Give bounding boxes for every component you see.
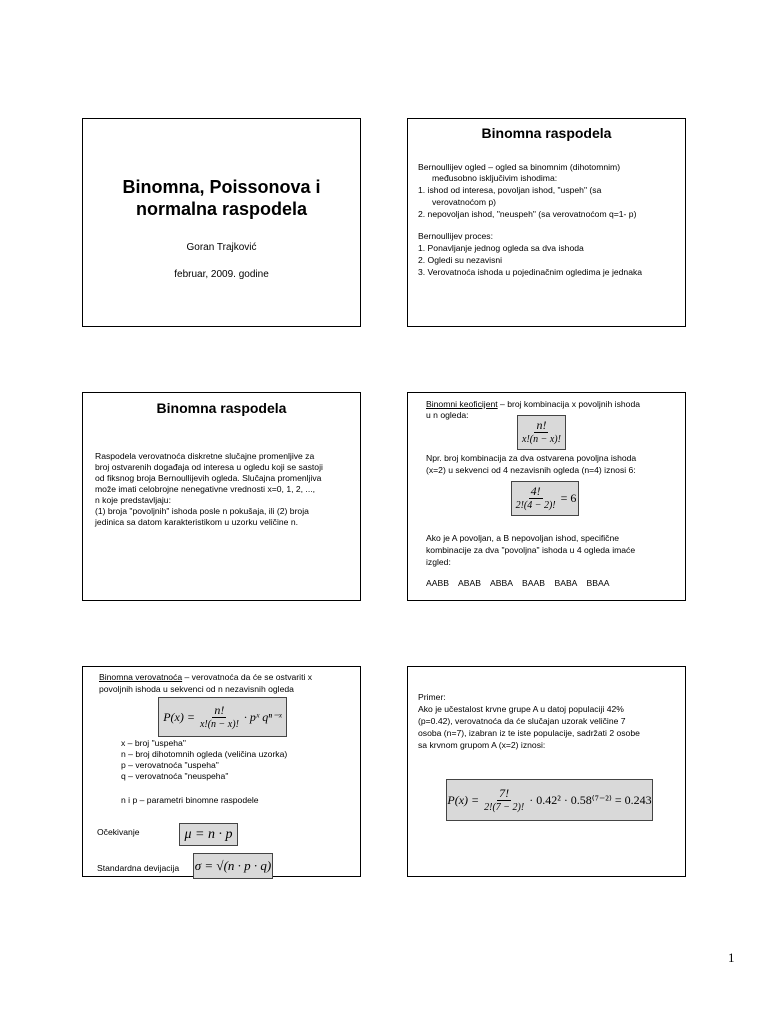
text-line: Raspodela verovatnoća diskretne slučajne promenljive za (95, 451, 315, 461)
list-item: 3. Verovatnoća ishoda u pojedinačnim ogledima je jednaka (418, 267, 643, 277)
text-line: od fiksnog broja Bernoullijevih ogleda. Slučajna promenljiva (95, 473, 322, 483)
text-line: osoba (n=7), izabran iz te iste populacije, sadržati 2 osobe (418, 728, 640, 738)
definition-item: p – verovatnoća "uspeha" (121, 760, 219, 770)
formula-rest: · 0.42² · 0.58⁽⁷⁻²⁾ = 0.243 (529, 792, 652, 807)
text-line: Npr. broj kombinacija za dva ostvarena povoljna ishoda (426, 453, 637, 463)
text-line (426, 399, 640, 411)
text-line: kombinacije za dva "povoljna" ishoda u 4 ogleda imaće (426, 545, 636, 555)
text-line: broj ostvarenih događaja od interesa u ogledu koji se sastoji (95, 462, 323, 472)
text-line: može imati celobrojne nenegativne vrednosti x=0, 1, 2, ..., (95, 484, 315, 494)
list-item: 2. Ogledi su nezavisni (418, 255, 503, 265)
text-line: n koje predstavljaju: (95, 495, 171, 505)
text-line: međusobno isključivim ishodima: (432, 173, 558, 183)
formula-numerator: 7! (499, 785, 510, 800)
text-line: povoljnih ishoda u sekvenci od n nezavisnih ogleda (99, 684, 294, 694)
formula-binomial-coefficient (517, 415, 566, 450)
formula-denominator: x!(n − x)! (522, 434, 561, 445)
text-line: Ako je učestalost krvne grupe A u datoj populaciji 42% (418, 704, 624, 714)
slide-5 (82, 666, 361, 877)
slide-4 (407, 392, 686, 601)
formula-result: = 6 (560, 491, 577, 505)
formula-denominator: 2!(4 − 2)! (515, 500, 556, 511)
expectation-label: Očekivanje (97, 827, 140, 837)
formula-expectation (179, 823, 238, 846)
text-line: (1) broja "povoljnih" ishoda posle n pokušaja, ili (2) broja (95, 506, 309, 516)
text-line: izgled: (426, 557, 451, 567)
formula-example-probability (446, 779, 653, 821)
slide-3 (82, 392, 361, 601)
text-line: u n ogleda: (426, 410, 469, 420)
term-definition: – verovatnoća da će se ostvariti x (182, 672, 313, 682)
term-definition: – broj kombinacija x povoljnih ishoda (497, 399, 641, 409)
slide-title: Binomna raspodela (481, 125, 612, 141)
definition-item: q – verovatnoća "neuspeha" (121, 771, 229, 781)
formula-standard-deviation (193, 853, 273, 879)
text-line (99, 672, 312, 684)
list-item: 1. Ponavljanje jednog ogleda sa dva ishoda (418, 243, 584, 253)
formula-rest: · pˣ qⁿ⁻ˣ (243, 709, 282, 724)
definition-item: x – broj "uspeha" (121, 738, 186, 748)
formula-expectation-text: μ = n · p (184, 826, 233, 842)
slide-title-line-2: normalna raspodela (135, 199, 308, 219)
definition-item: n – broj dihotomnih ogleda (veličina uzorka) (121, 749, 288, 759)
sd-label: Standardna devijacija (97, 863, 180, 873)
formula-numerator: n! (536, 418, 547, 432)
author: Goran Trajković (186, 242, 257, 253)
text-line: (x=2) u sekvenci od 4 nezavisnih ogleda (n=4) iznosi 6: (426, 465, 636, 475)
slide-title: Binomna raspodela (156, 400, 287, 416)
formula-denominator: 2!(7 − 2)! (484, 801, 525, 813)
slide-2 (407, 118, 686, 327)
formula-numerator: 4! (530, 484, 541, 498)
term-binomna-verovatnoca: Binomna verovatnoća (99, 672, 183, 682)
text-line: sa krvnom grupom A (x=2) iznosi: (418, 740, 546, 750)
text-line: Bernoullijev ogled – ogled sa binomnim (dihotomnim) (418, 162, 621, 172)
text-line: (p=0.42), verovatnoća da će slučajan uzorak veličine 7 (418, 716, 626, 726)
formula-sd-text: σ = √(n · p · q) (194, 858, 272, 873)
parameters-note: n i p – parametri binomne raspodele (121, 795, 259, 805)
formula-lhs: P(x) = (163, 709, 195, 724)
slide-title-line-1: Binomna, Poissonova i (122, 177, 321, 197)
term-binomni-koeficijent: Binomni keoficijent (426, 399, 498, 409)
text-line: Primer: (418, 692, 446, 702)
text-line: Bernoullijev proces: (418, 231, 493, 241)
slide-1 (82, 118, 361, 327)
text-line: jedinica sa datom karakteristikom u uzorku veličine n. (95, 517, 298, 527)
page-number: 1 (728, 950, 735, 965)
formula-binomial-probability (158, 697, 287, 737)
date: februar, 2009. godine (174, 269, 269, 280)
text-line: verovatnoćom p) (432, 197, 497, 207)
formula-example-coefficient (511, 481, 579, 516)
formula-denominator: x!(n − x)! (199, 718, 239, 730)
list-item: 2. nepovoljan ishod, "neuspeh" (sa verovatnoćom q=1- p) (418, 209, 637, 219)
combinations: AABB ABAB ABBA BAAB BABA BBAA (426, 578, 610, 588)
formula-numerator: n! (214, 702, 225, 717)
slide-6 (407, 666, 686, 877)
list-item: 1. ishod od interesa, povoljan ishod, "uspeh" (sa (418, 185, 602, 195)
formula-lhs: P(x) = (447, 792, 480, 807)
text-line: Ako je A povoljan, a B nepovoljan ishod, specifične (426, 533, 620, 543)
